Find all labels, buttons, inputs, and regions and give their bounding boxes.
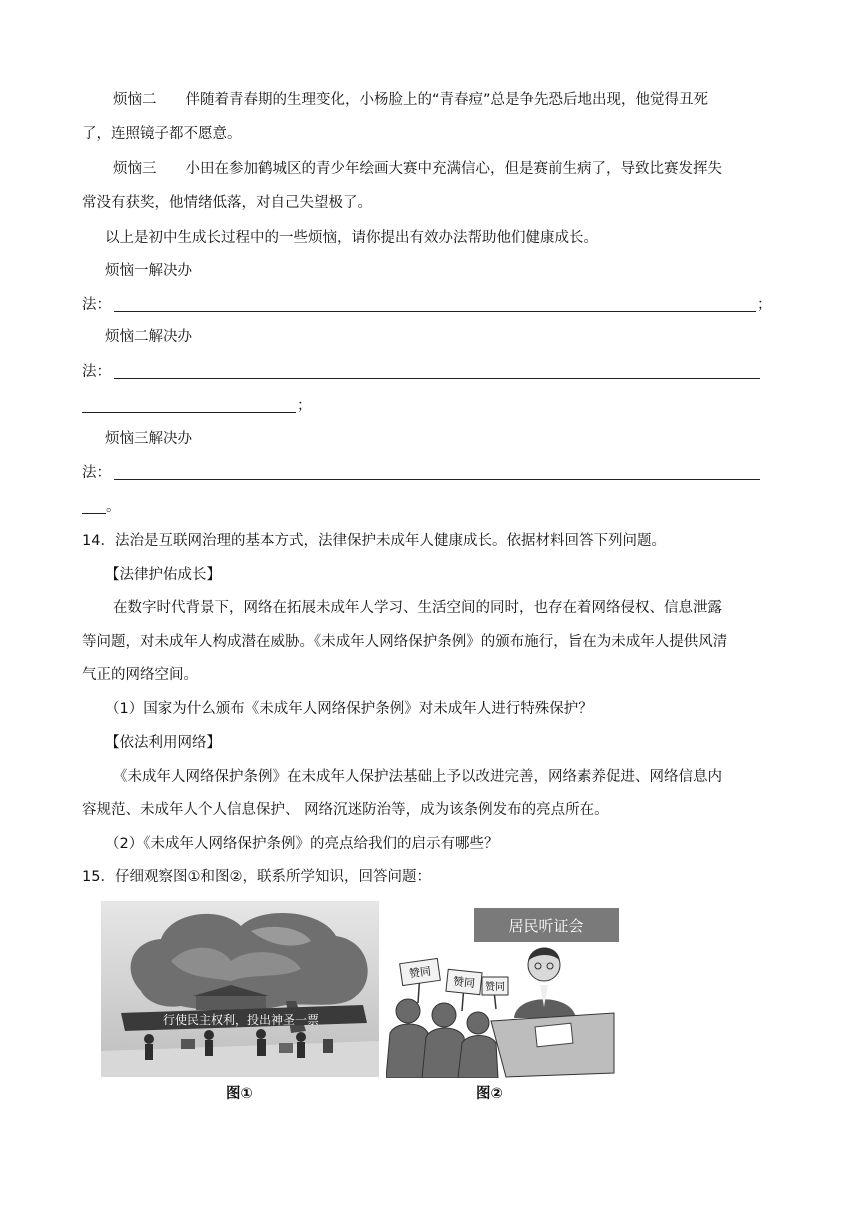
q14-sub2: （2）《未成年人网络保护条例》的亮点给我们的启示有哪些？ (105, 836, 499, 852)
figure-2-placard-2: 赞同 (452, 974, 476, 991)
figure-1-caption: 图① (226, 1086, 253, 1102)
q14-heading1: 【法律护佑成长】 (105, 567, 221, 583)
q14-para2-line2: 容规范、未成年人个人信息保护、 网络沉迷防治等，成为该条例发布的亮点所在。 (82, 802, 609, 818)
worry3-line1: 烦恼三 小田在参加鹤城区的青少年绘画大赛中充满信心，但是赛前生病了，导致比赛发挥失 (113, 161, 722, 177)
figure-1-voting-illustration (101, 901, 379, 1077)
answer1-label: 烦恼一解决办 (105, 263, 192, 279)
figure-1-banner: 行使民主权利，投出神圣一票 (162, 1013, 320, 1027)
answer2-end: ； (297, 398, 312, 414)
worry2-line1: 烦恼二 伴随着青春期的生理变化，小杨脸上的“青春痘”总是争先恐后地出现，他觉得丑死 (113, 92, 709, 108)
q14-para2-line1: 《未成年人网络保护条例》在未成年人保护法基础上予以改进完善，网络素养促进、网络信息内 (113, 769, 722, 785)
q14-para1-line3: 气正的网络空间。 (82, 667, 198, 683)
answer3-label: 烦恼三解决办 (105, 431, 192, 447)
figure-2-hearing-illustration (386, 903, 619, 1078)
answer3-prefix: 法： (82, 465, 111, 481)
answer3-blank-line2[interactable] (82, 513, 106, 514)
answer1-end: ； (757, 297, 772, 313)
figure-2-placard-3: 赞同 (485, 982, 505, 993)
answer2-prefix: 法： (82, 364, 111, 380)
answer2-blank-line2[interactable] (82, 412, 296, 413)
figure-2-placard-1: 赞同 (408, 964, 432, 981)
figure-2-caption: 图② (476, 1086, 503, 1102)
q15-stem: 15．仔细观察图①和图②，联系所学知识，回答问题： (82, 869, 431, 885)
answer-prompt: 以上是初中生成长过程中的一些烦恼，请你提出有效办法帮助他们健康成长。 (105, 230, 598, 246)
q14-para1-line1: 在数字时代背景下，网络在拓展未成年人学习、生活空间的同时，也存在着网络侵权、信息泄露 (113, 600, 722, 616)
q14-para1-line2: 等问题，对未成年人构成潜在威胁。《未成年人网络保护条例》的颁布施行，旨在为未成年人提供风清 (82, 634, 728, 650)
q14-sub1: （1）国家为什么颁布《未成年人网络保护条例》对未成年人进行特殊保护？ (105, 701, 593, 717)
answer2-blank-line1[interactable] (114, 378, 760, 379)
answer1-blank[interactable] (114, 311, 756, 312)
answer1-prefix: 法： (82, 297, 111, 313)
worry2-line2: 了，连照镜子都不愿意。 (82, 126, 242, 142)
worry3-line2: 常没有获奖，他情绪低落，对自己失望极了。 (82, 195, 372, 211)
answer3-end: 。 (106, 499, 121, 515)
q14-heading2: 【依法利用网络】 (105, 735, 221, 751)
figure-2-sign: 居民听证会 (508, 917, 584, 935)
answer3-blank-line1[interactable] (114, 479, 760, 480)
q14-stem: 14．法治是互联网治理的基本方式，法律保护未成年人健康成长。依据材料回答下列问题。 (82, 533, 666, 549)
answer2-label: 烦恼二解决办 (105, 329, 192, 345)
